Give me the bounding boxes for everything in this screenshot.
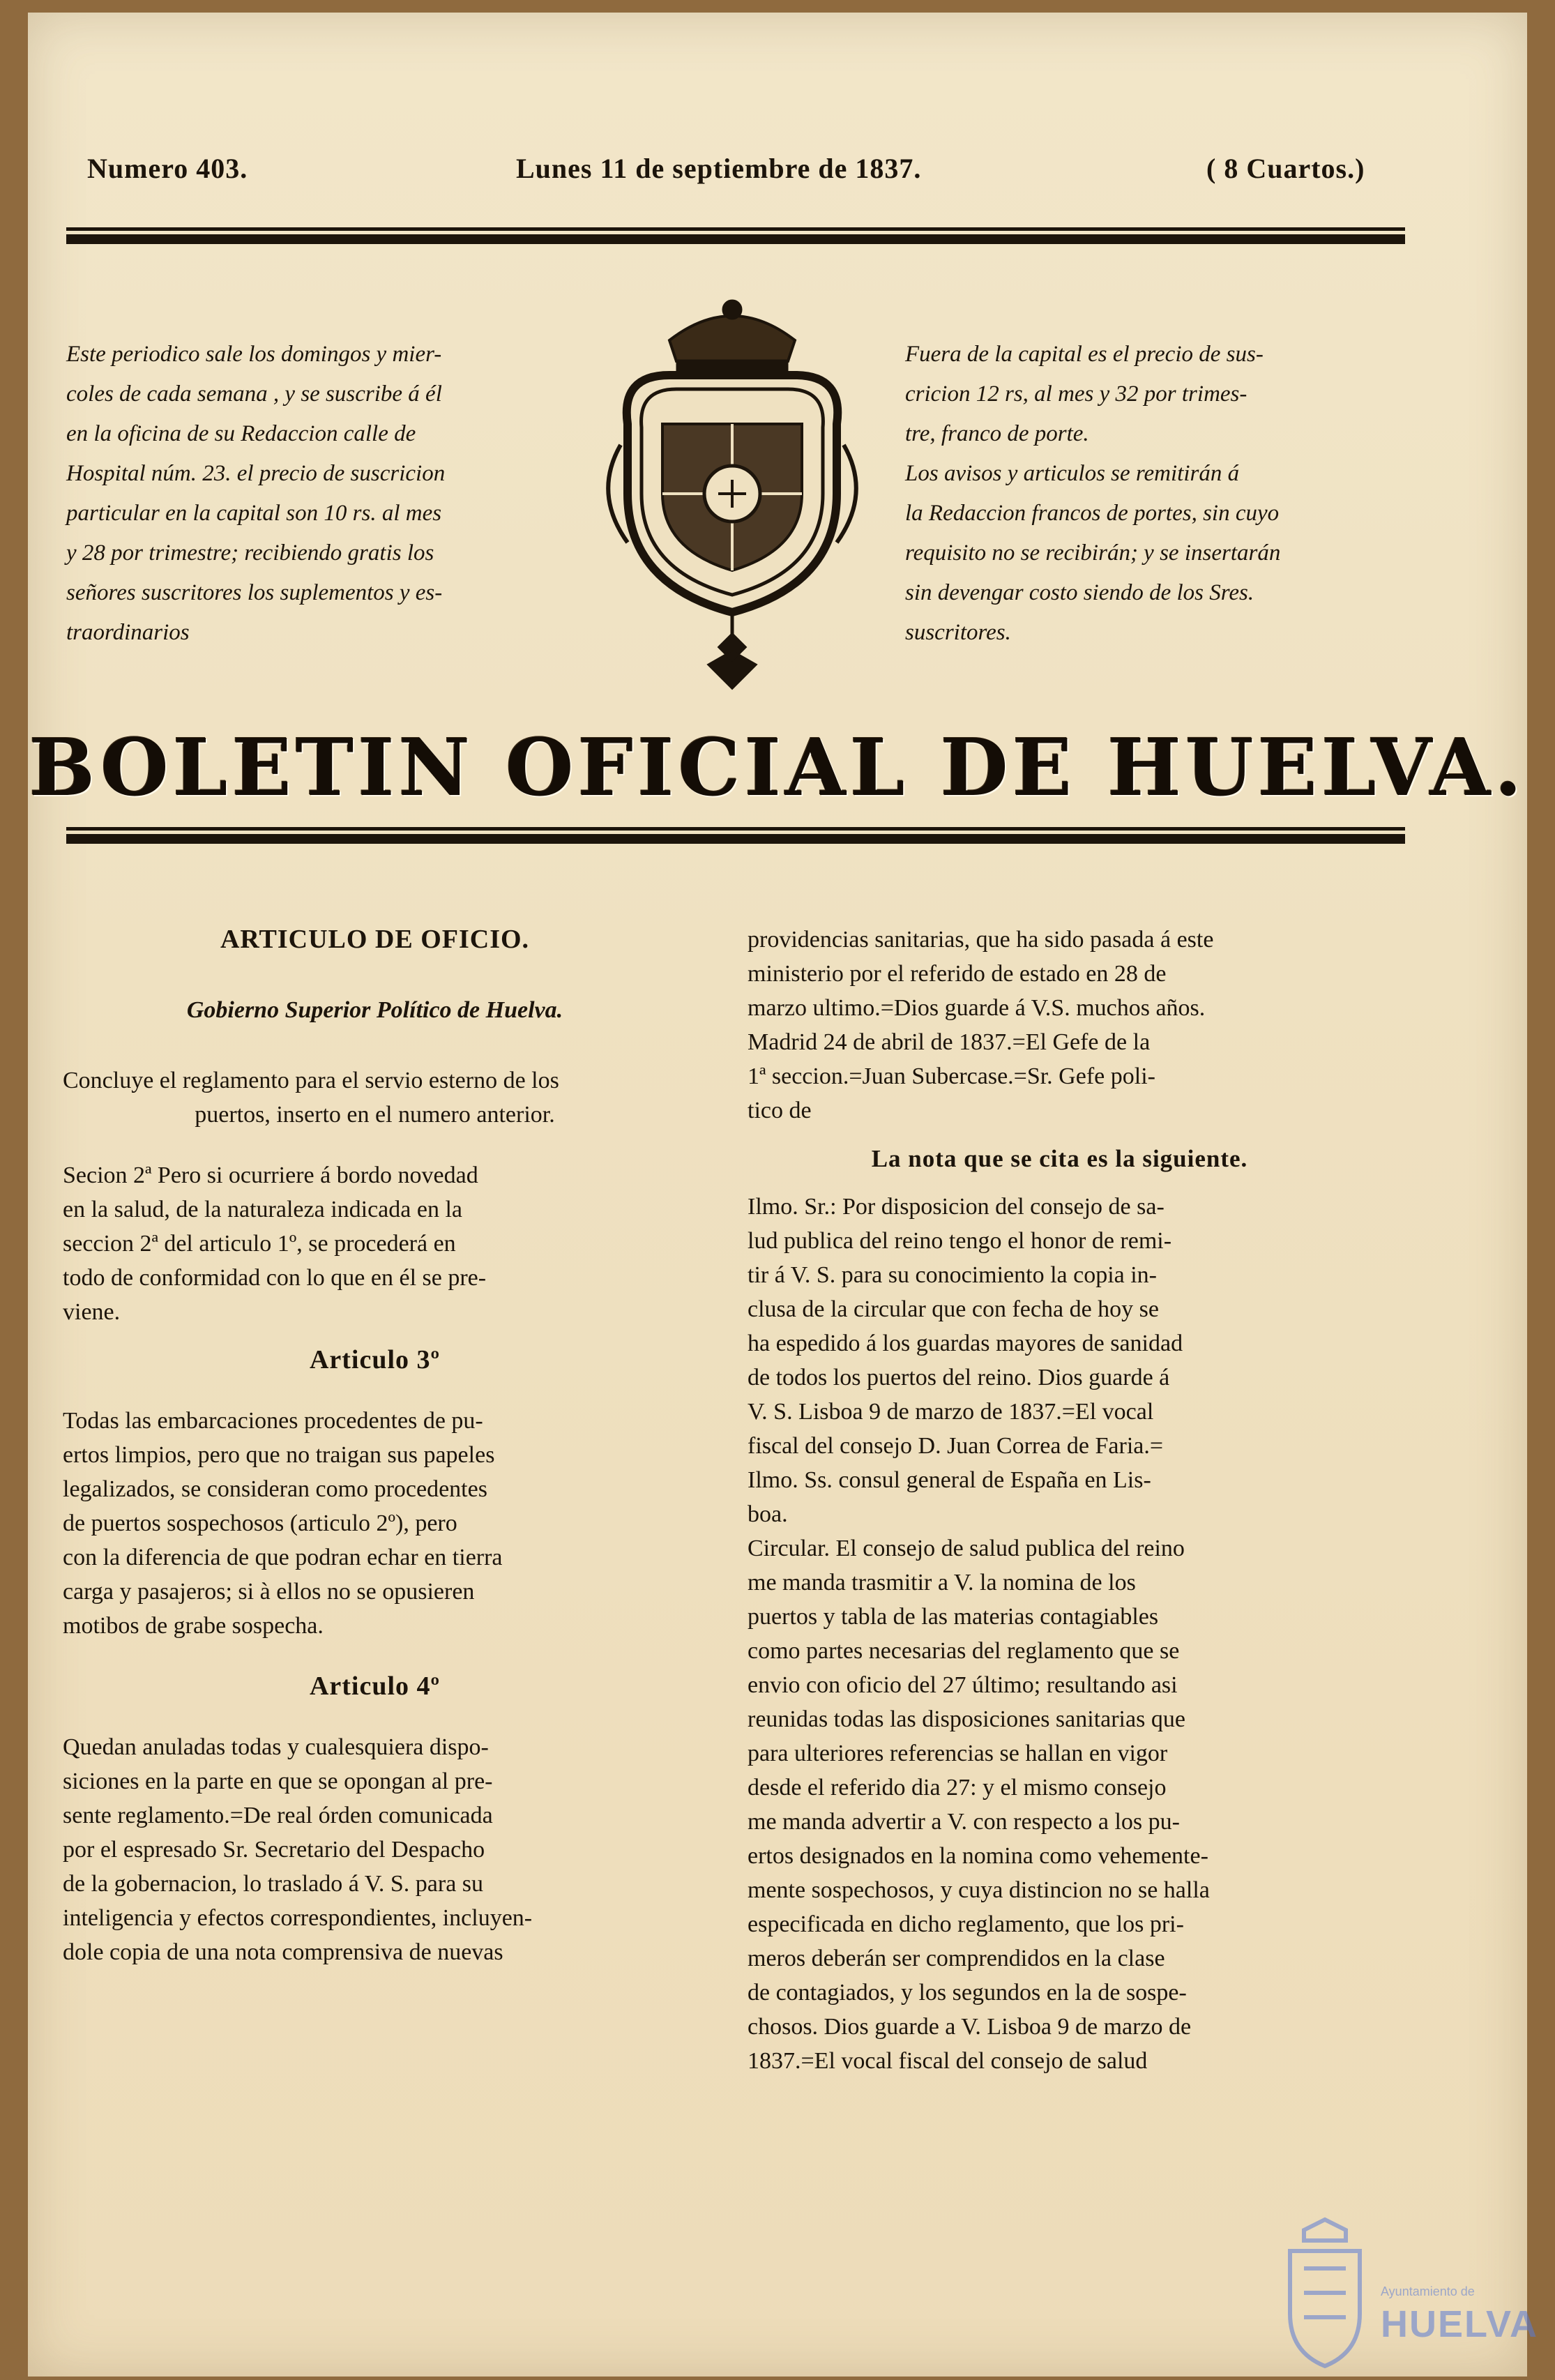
masthead-rule-top	[66, 827, 1405, 831]
text-line: me manda trasmitir a V. la nomina de los	[748, 1570, 1136, 1595]
text-line: ha espedido á los guardas mayores de sanidad	[748, 1331, 1183, 1356]
header-rule-top	[66, 227, 1405, 231]
intro-line: requisito no se recibirán; y se insertarán	[905, 540, 1281, 566]
text-line: de contagiados, y los segundos en la de sospe-	[748, 1980, 1187, 2006]
intro-line: y 28 por trimestre; recibiendo gratis los	[66, 540, 434, 566]
nota-title: La nota que se cita es la siguiente.	[871, 1145, 1248, 1172]
text-line: en la salud, de la naturaleza indicada en la	[63, 1197, 462, 1222]
text-line: providencias sanitarias, que ha sido pasada á este	[748, 927, 1214, 953]
text-line: puertos, inserto en el numero anterior.	[195, 1102, 555, 1128]
article-4-paragraph	[63, 1730, 687, 1969]
text-line: por el espresado Sr. Secretario del Despacho	[63, 1837, 485, 1863]
text-line: meros deberán ser comprendidos en la clase	[748, 1946, 1165, 1971]
text-line: 1ª seccion.=Juan Subercase.=Sr. Gefe poli-	[748, 1063, 1155, 1089]
text-line: Secion 2ª Pero si ocurriere á bordo novedad	[63, 1162, 478, 1188]
masthead-title: BOLETIN OFICIAL DE HUELVA.	[29, 722, 1526, 814]
subscription-info-right	[905, 335, 1407, 653]
text-line: especificada en dicho reglamento, que los pri-	[748, 1911, 1184, 1937]
intro-line: Este periodico sale los domingos y mier-	[66, 342, 442, 367]
text-line: sente reglamento.=De real órden comunicada	[63, 1803, 493, 1828]
text-line: Madrid 24 de abril de 1837.=El Gefe de la	[748, 1029, 1151, 1055]
text-line: seccion 2ª del articulo 1º, se procederá en	[63, 1231, 456, 1257]
text-line: ministerio por el referido de estado en 28 de	[748, 961, 1167, 987]
continuation-paragraph	[748, 923, 1372, 1128]
article-3-paragraph	[63, 1404, 687, 1643]
coat-of-arms-emblem	[579, 285, 886, 703]
text-line: legalizados, se consideran como procedentes	[63, 1476, 487, 1502]
text-line: motibos de grabe sospecha.	[63, 1613, 324, 1639]
intro-line: Fuera de la capital es el precio de sus-	[905, 342, 1264, 367]
text-line: Circular. El consejo de salud publica del reino	[748, 1536, 1185, 1561]
text-line: dole copia de una nota comprensiva de nuevas	[63, 1939, 503, 1965]
text-line: 1837.=El vocal fiscal del consejo de salud	[748, 2048, 1148, 2074]
text-line: boa.	[748, 1501, 788, 1527]
text-line: de todos los puertos del reino. Dios guarde á	[748, 1365, 1170, 1390]
issue-date: Lunes 11 de septiembre de 1837.	[516, 153, 922, 184]
text-line: carga y pasajeros; si à ellos no se opusieren	[63, 1579, 475, 1605]
text-line: tico de	[748, 1098, 812, 1123]
text-line: siciones en la parte en que se opongan al pre-	[63, 1768, 493, 1794]
newspaper-page	[28, 13, 1538, 2377]
intro-line: traordinarios	[66, 620, 190, 645]
text-line: Quedan anuladas todas y cualesquiera dispo-	[63, 1734, 489, 1760]
text-line: V. S. Lisboa 9 de marzo de 1837.=El vocal	[748, 1399, 1154, 1425]
intro-line: Los avisos y articulos se remitirán á	[905, 461, 1240, 486]
right-column	[748, 923, 1372, 2078]
text-line: todo de conformidad con lo que en él se pre-	[63, 1265, 487, 1291]
text-line: como partes necesarias del reglamento que se	[748, 1638, 1180, 1664]
intro-line: tre, franco de porte.	[905, 421, 1089, 446]
seccion-paragraph	[63, 1158, 687, 1329]
intro-line: la Redaccion francos de portes, sin cuyo	[905, 501, 1280, 526]
intro-line: Hospital núm. 23. el precio de suscricion	[66, 461, 446, 486]
nota-paragraph	[748, 1190, 1372, 1531]
text-line: envio con oficio del 27 último; resultando asi	[748, 1672, 1178, 1698]
section-title: ARTICULO DE OFICIO.	[220, 925, 530, 954]
text-line: inteligencia y efectos correspondientes, incluyen-	[63, 1905, 533, 1931]
text-line: para ulteriores referencias se hallan en vigor	[748, 1741, 1168, 1766]
text-line: Ilmo. Sr.: Por disposicion del consejo de sa-	[748, 1194, 1165, 1220]
text-line: tir á V. S. para su conocimiento la copia in-	[748, 1262, 1157, 1288]
article-3-title: Articulo 3º	[309, 1345, 441, 1374]
intro-line: suscritores.	[905, 620, 1011, 645]
text-line: de la gobernacion, lo traslado á V. S. para su	[63, 1871, 484, 1897]
header-rule-bottom	[66, 234, 1405, 244]
subscription-info-left	[66, 335, 565, 653]
intro-line: señores suscritores los suplementos y es-	[66, 580, 443, 605]
issue-price: ( 8 Cuartos.)	[1206, 153, 1365, 184]
circular-paragraph	[748, 1531, 1372, 2078]
section-subtitle: Gobierno Superior Político de Huelva.	[186, 997, 563, 1023]
text-line: de puertos sospechosos (articulo 2º), pero	[63, 1510, 457, 1536]
text-line: chosos. Dios guarde a V. Lisboa 9 de marzo de	[748, 2014, 1192, 2040]
intro-line: en la oficina de su Redaccion calle de	[66, 421, 416, 446]
issue-number: Numero 403.	[87, 153, 248, 184]
text-line: Ilmo. Ss. consul general de España en Lis-	[748, 1467, 1151, 1493]
text-line: Concluye el reglamento para el servio esterno de los	[63, 1068, 559, 1093]
text-line: marzo ultimo.=Dios guarde á V.S. muchos años.	[748, 995, 1206, 1021]
text-line: viene.	[63, 1299, 121, 1325]
intro-line: cricion 12 rs, al mes y 32 por trimes-	[905, 381, 1247, 407]
text-line: desde el referido dia 27: y el mismo consejo	[748, 1775, 1167, 1801]
intro-line: particular en la capital son 10 rs. al mes	[66, 501, 442, 526]
text-line: reunidas todas las disposiciones sanitarias que	[748, 1706, 1185, 1732]
article-4-title: Articulo 4º	[309, 1672, 441, 1701]
text-line: fiscal del consejo D. Juan Correa de Faria.=	[748, 1433, 1164, 1459]
text-line: ertos limpios, pero que no traigan sus papeles	[63, 1442, 495, 1468]
text-line: Todas las embarcaciones procedentes de pu-	[63, 1408, 483, 1434]
text-line: ertos designados en la nomina como vehemente-	[748, 1843, 1208, 1869]
logo-line-1: Ayuntamiento de	[1381, 2284, 1475, 2298]
text-line: clusa de la circular que con fecha de hoy se	[748, 1296, 1159, 1322]
intro-line: coles de cada semana , y se suscribe á él	[66, 381, 442, 407]
text-line: mente sospechosos, y cuya distincion no se halla	[748, 1877, 1210, 1903]
intro-paragraph	[63, 1063, 687, 1132]
masthead-rule-bottom	[66, 834, 1405, 844]
text-line: puertos y tabla de las materias contagiables	[748, 1604, 1159, 1630]
logo-line-2: HUELVA	[1381, 2303, 1538, 2345]
ayuntamiento-huelva-logo	[1269, 2209, 1538, 2377]
intro-line: sin devengar costo siendo de los Sres.	[905, 580, 1254, 605]
text-line: lud publica del reino tengo el honor de remi-	[748, 1228, 1172, 1254]
left-column	[63, 923, 687, 1969]
text-line: con la diferencia de que podran echar en tierra	[63, 1545, 503, 1570]
shield-icon	[1276, 2216, 1374, 2370]
text-line: me manda advertir a V. con respecto a los pu-	[748, 1809, 1180, 1835]
